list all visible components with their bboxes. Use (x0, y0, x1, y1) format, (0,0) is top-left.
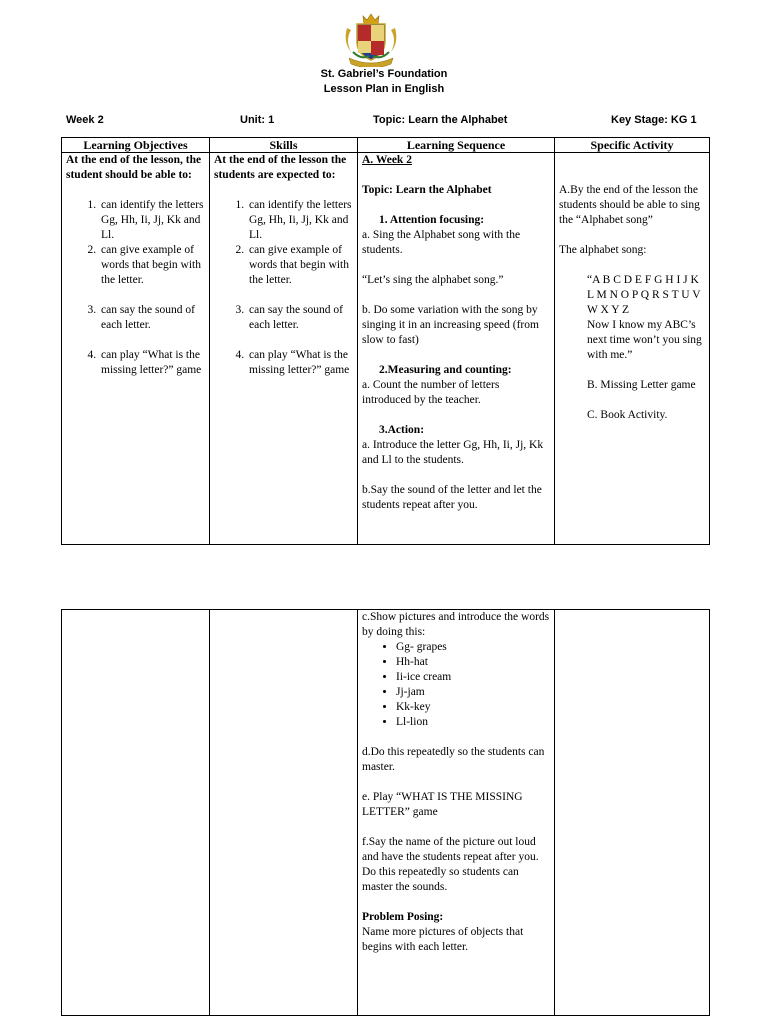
objectives-intro: At the end of the lesson, the student should be able to: (66, 154, 202, 181)
skills-list (214, 198, 353, 378)
sequence-topic: Topic: Learn the Alphabet (362, 184, 492, 196)
objectives-cell-empty (62, 610, 210, 1016)
word-list (362, 640, 550, 730)
list-item: • Jj-jam (396, 685, 550, 700)
activity-cell (555, 153, 710, 545)
header-learning-objectives: Learning Objectives (62, 138, 210, 153)
school-crest-logo (341, 12, 401, 67)
list-item: • Hh-hat (396, 655, 550, 670)
problem-posing-label: Problem Posing: (362, 911, 444, 923)
problem-posing-text: Name more pictures of objects that begins with each letter. (362, 926, 524, 953)
step3-e: e. Play “WHAT IS THE MISSING LETTER” game (362, 791, 523, 818)
unit-label: Unit: 1 (240, 114, 275, 126)
step1-a: a. Sing the Alphabet song with the students. (362, 229, 521, 256)
step-measuring-counting: 2.Measuring and counting: (379, 364, 512, 376)
list-item: 4. can play “What is the missing letter?” game (247, 348, 353, 378)
list-item: • Ll-lion (396, 715, 550, 730)
step-action: 3.Action: (379, 424, 425, 436)
list-item: 2. can give example of words that begin with the letter. (99, 243, 205, 288)
table-row (62, 610, 710, 1016)
activity-c: C. Book Activity. (587, 409, 668, 421)
topic-label: Topic: Learn the Alphabet (373, 114, 508, 126)
step-attention-focusing: 1. Attention focusing: (379, 214, 485, 226)
step2-a: a. Count the number of letters introduced by the teacher. (362, 379, 500, 406)
sequence-cell (358, 153, 555, 545)
list-item: 1. can identify the letters Gg, Hh, Ii, Jj, Kk and Ll. (99, 198, 205, 243)
step3-d: d.Do this repeatedly so the students can master. (362, 746, 545, 773)
step1-b: b. Do some variation with the song by singing it in an increasing speed (from slow to fast) (362, 304, 539, 346)
sequence-cell-continued (358, 610, 555, 1016)
list-item: 2. can give example of words that begin with the letter. (247, 243, 353, 288)
skills-cell-empty (210, 610, 358, 1016)
header-specific-activity: Specific Activity (555, 138, 710, 153)
lesson-plan-table-continued (61, 609, 710, 1016)
step1-quote: “Let’s sing the alphabet song.” (362, 274, 504, 286)
step3-c: c.Show pictures and introduce the words by doing this: (362, 611, 550, 638)
table-header-row (62, 138, 710, 153)
list-item: • Kk-key (396, 700, 550, 715)
skills-cell (210, 153, 358, 545)
document-title: Lesson Plan in English (323, 83, 445, 95)
list-item: 3. can say the sound of each letter. (99, 303, 205, 333)
step3-f: f.Say the name of the picture out loud and have the students repeat after you. Do this repeatedly so students can master the sounds. (362, 836, 539, 893)
step3-a: a. Introduce the letter Gg, Hh, Ii, Jj, Kk and Ll to the students. (362, 439, 544, 466)
objectives-list (66, 198, 205, 378)
list-item: 3. can say the sound of each letter. (247, 303, 353, 333)
list-item: • Ii-ice cream (396, 670, 550, 685)
header-learning-sequence: Learning Sequence (358, 138, 555, 153)
activity-cell-empty (555, 610, 710, 1016)
header-skills: Skills (210, 138, 358, 153)
activity-b: B. Missing Letter game (587, 379, 696, 391)
week-label: Week 2 (66, 114, 104, 126)
lesson-plan-table (61, 137, 710, 545)
step3-b: b.Say the sound of the letter and let the students repeat after you. (362, 484, 542, 511)
list-item: • Gg- grapes (396, 640, 550, 655)
key-stage-label: Key Stage: KG 1 (611, 114, 697, 126)
sequence-week: A. Week 2 (362, 154, 412, 166)
school-name: St. Gabriel’s Foundation (320, 68, 448, 80)
song-lyrics-ending: Now I know my ABC’s next time won’t you sing with me.” (587, 319, 702, 361)
table-row (62, 153, 710, 545)
song-label: The alphabet song: (559, 244, 647, 256)
song-lyrics-alphabet: “A B C D E F G H I J K L M N O P Q R S T U V W X Y Z (587, 274, 701, 316)
objectives-cell (62, 153, 210, 545)
list-item: 4. can play “What is the missing letter?” game (99, 348, 205, 378)
activity-a: A.By the end of the lesson the students should be able to sing the “Alphabet song” (559, 184, 700, 226)
list-item: 1. can identify the letters Gg, Hh, Ii, Jj, Kk and Ll. (247, 198, 353, 243)
skills-intro: At the end of the lesson the students are expected to: (214, 154, 347, 181)
